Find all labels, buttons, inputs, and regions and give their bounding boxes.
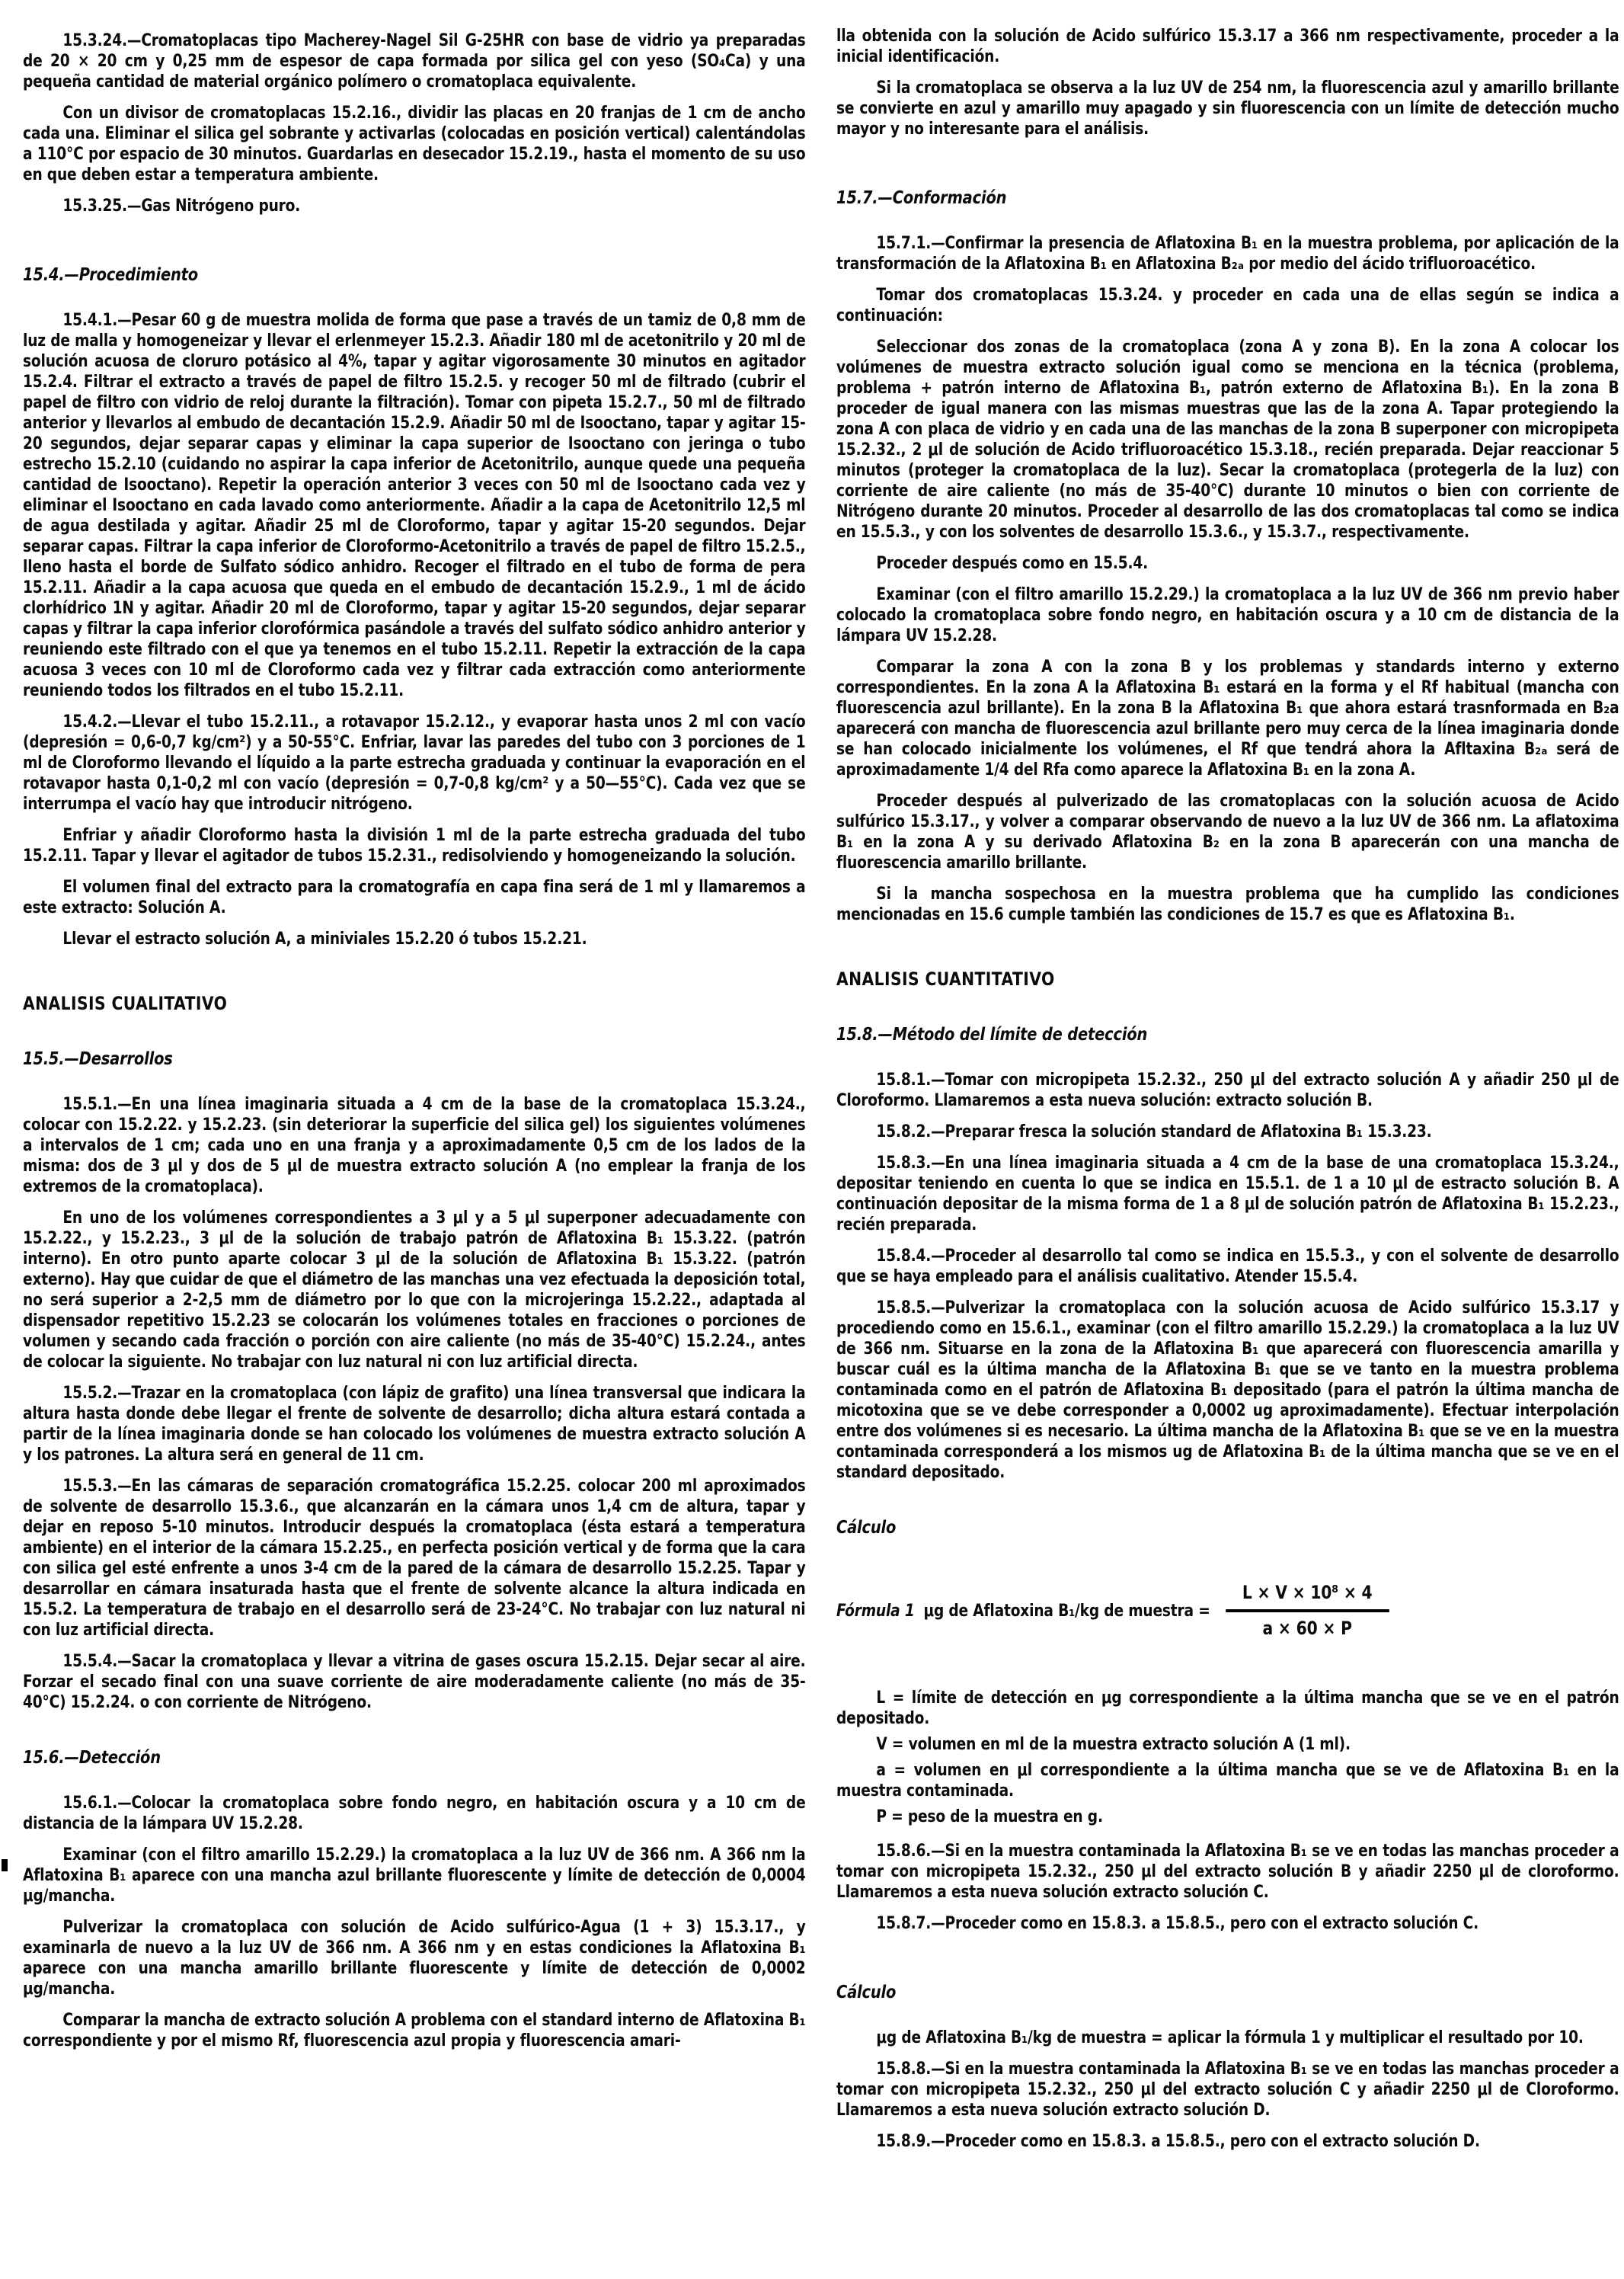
para-pulverizado-cromatoplacas: Proceder después al pulverizado de las cromatoplacas con la solución acuosa de Acido sulfúrico 15.3.17., y volver a comparar observando de nuevo a la luz UV de 366 nm. La aflatoxima B₁ en la zona A y su derivado Aflatoxina B₂ en la zona B aparecerán con una mancha de fluorescencia amarillo brillante. [836, 792, 1619, 872]
heading-analisis-cuantitativo: ANALISIS CUANTITATIVO [836, 968, 1055, 990]
para-15-3-24: 15.3.24.—Cromatoplacas tipo Macherey-Nagel Sil G-25HR con base de vidrio ya preparadas de 20 × 20 cm y 0,25 mm de espesor de capa formada por silica gel con yeso (SO₄Ca) y una pequeña cantidad de material orgánico polímero o cromatoplaca equivalente. [23, 31, 806, 91]
heading-15-6-deteccion: 15.6.—Detección [23, 1748, 161, 1768]
para-llevar-extracto: Llevar el estracto solución A, a miniviales 15.2.20 ó tubos 15.2.21. [62, 930, 587, 949]
formula-1-numerator: L × V × 10⁸ × 4 [1226, 1583, 1389, 1612]
heading-15-5-desarrollos: 15.5.—Desarrollos [23, 1049, 173, 1069]
formula-1-lhs: μg de Aflatoxina B₁/kg de muestra = [923, 1601, 1210, 1621]
para-15-7-1: 15.7.1.—Confirmar la presencia de Aflatoxina B₁ en la muestra problema, por aplicación de la transformación de la Aflatoxina B₁ en Aflatoxina B₂ₐ por medio del ácido trifluoroacético. [836, 234, 1619, 274]
para-15-5-4: 15.5.4.—Sacar la cromatoplaca y llevar a vitrina de gases oscura 15.2.15. Dejar secar al aire. Forzar el secado final con una suave corriente de aire moderadamente caliente (no más de 35-40°C) 15.2.24. o con corriente de Nitrógeno. [23, 1652, 806, 1712]
para-15-4-1: 15.4.1.—Pesar 60 g de muestra molida de forma que pase a través de un tamiz de 0,8 mm de luz de malla y homogeneizar y llevar el erlenmeyer 15.2.3. Añadir 180 ml de acetonitrilo y 20 ml de solución acuosa de cloruro potásico al 4%, tapar y agitar vigorosamente 30 minutos en agitador 15.2.4. Filtrar el extracto a través de papel de filtro 15.2.5. y recoger 50 ml de filtrado (cubrir el papel de filtro con vidrio de reloj durante la filtración). Tomar con pipeta 15.2.7., 50 ml de filtrado anterior y llevarlos al embudo de decantación 15.2.9. Añadir 50 ml de Isooctano, tapar y agitar 15-20 segundos, dejar separar capas y eliminar la capa superior de Isooctano con jeringa o tubo estrecho 15.2.10 (cuidando no aspirar la capa inferior de Acetonitrilo, aunque quede una pequeña cantidad de Isooctano). Repetir la operación anterior 3 veces con 50 ml de Isooctano cada vez y eliminar el Isooctano en cada lavado como anteriormente. Añadir a la capa de Acetonitrilo 12,5 ml de agua destilada y agitar. Añadir 25 ml de Cloroformo, tapar y agitar 15-20 segundos. Dejar separar capas. Filtrar la capa inferior de Cloroformo-Acetonitrilo a través de papel de filtro 15.2.5., lleno hasta el borde de Sulfato sódico anhidro. Recoger el filtrado en el tubo de forma de pera 15.2.11. Añadir a la capa acuosa que queda en el embudo de decantación 15.2.9., 1 ml de ácido clorhídrico 1N y agitar. Añadir 20 ml de Cloroformo, tapar y agitar 15-20 segundos, dejar separar capas y filtrar la capa inferior clorofórmica pasándole a través del sulfato sódico anhidro anterior y reuniendo este filtrado con el que ya tenemos en el tubo 15.2.11. Repetir la extracción de la capa acuosa 3 veces con 10 ml de Cloroformo cada vez y filtrar cada extracción como anteriormente reuniendo todos los filtrados en el tubo 15.2.11. [23, 311, 806, 700]
para-proceder-15-5-4: Proceder después como en 15.5.4. [876, 554, 1149, 573]
para-enfriar-cloroformo: Enfriar y añadir Cloroformo hasta la división 1 ml de la parte estrecha graduada del tubo 15.2.11. Tapar y llevar el agitador de tubos 15.2.31., redisolviendo y homogeneizando la solución. [23, 826, 806, 866]
para-15-8-4: 15.8.4.—Proceder al desarrollo tal como se indica en 15.5.3., y con el solvente de desarrollo que se haya empleado para el análisis cualitativo. Atender 15.5.4. [836, 1247, 1619, 1286]
para-15-5-2: 15.5.2.—Trazar en la cromatoplaca (con lápiz de grafito) una línea transversal que indicara la altura hasta donde debe llegar el frente de solvente de desarrollo; dicha altura estará contada a partir de la línea imaginaria donde se han colocado los volúmenes de muestra extracto solución A y los patrones. La altura será en general de 11 cm. [23, 1384, 806, 1464]
para-15-5-1: 15.5.1.—En una línea imaginaria situada a 4 cm de la base de la cromatoplaca 15.3.24., colocar con 15.2.22. y 15.2.23. (sin deteriorar la superficie del silica gel) los siguientes volúmenes a intervalos de 1 cm; cada uno en una franja y a aproximadamente 0,5 cm de los lados de la misma: dos de 3 μl y dos de 5 μl de muestra extracto solución A (no emplear la franja de los extremos de la cromatoplaca). [23, 1095, 806, 1196]
para-volumen-final: El volumen final del extracto para la cromatografía en capa fina será de 1 ml y llamaremos a este extracto: Solución A. [23, 878, 806, 917]
formula-1 [836, 1583, 1619, 1639]
definition-a: a = volumen en μl correspondiente a la última mancha que se ve de Aflatoxina B₁ en la muestra contaminada. [836, 1761, 1619, 1800]
para-15-8-8: 15.8.8.—Si en la muestra contaminada la Aflatoxina B₁ se ve en todas las manchas proceder a tomar con micropipeta 15.2.32., 250 μl del extracto solución C y añadir 2250 μl de Cloroformo. Llamaremos a esta nueva solución extracto solución D. [836, 2060, 1619, 2120]
para-comparar-mancha: Comparar la mancha de extracto solución A problema con el standard interno de Aflatoxina B₁ correspondiente y por el mismo Rf, fluorescencia azul propia y fluorescencia amari- [23, 2011, 806, 2050]
heading-calculo-2: Cálculo [836, 1983, 897, 2002]
para-continuacion-identificacion: lla obtenida con la solución de Acido sulfúrico 15.3.17 a 366 nm respectivamente, proceder a la inicial identificación. [836, 27, 1619, 66]
para-mancha-sospechosa: Si la mancha sospechosa en la muestra problema que ha cumplido las condiciones mencionadas en 15.6 cumple también las condiciones de 15.7 es que es Aflatoxina B₁. [836, 885, 1619, 924]
para-comparar-zonas: Comparar la zona A con la zona B y los problemas y standards interno y externo correspondientes. En la zona A la Aflatoxina B₁ estará en la forma y el Rf habitual (mancha con fluorescencia azul brillante). En la zona B la Aflatoxina B₁ que ahora estará trasnformada en B₂a aparecerá con mancha de fluorescencia azul brillante pero muy cerca de la línea imaginaria donde se han colocado inicialmente los volúmenes, el Rf que tendrá ahora la Afltaxina B₂ₐ será de aproximadamente 1/4 del Rfa como aparece la Aflatoxina B₁ en la zona A. [836, 658, 1619, 779]
para-15-5-3: 15.5.3.—En las cámaras de separación cromatográfica 15.2.25. colocar 200 ml aproximados de solvente de desarrollo 15.3.6., que alcanzarán en la cámara unos 1,4 cm de altura, tapar y dejar en reposo 5-10 minutos. Introducir después la cromatoplaca (ésta estará a temperatura ambiente) en el interior de la cámara 15.2.25., en perfecta posición vertical y de forma que la cara con silica gel esté enfrente a unos 3-4 cm de la pared de la cámara de desarrollo 15.2.25. Tapar y desarrollar en cámara insaturada hasta que el frente de solvente alcance la altura indicada en 15.5.2. La temperatura de trabajo en el desarrollo será de 23-24°C. No trabajar con luz natural ni con luz artificial directa. [23, 1477, 806, 1640]
para-examinar-366nm: Examinar (con el filtro amarillo 15.2.29.) la cromatoplaca a la luz UV de 366 nm. A 366 nm la Aflatoxina B₁ aparece con una mancha azul brillante fluorescente y límite de detección de 0,0004 μg/mancha. [23, 1845, 806, 1906]
para-15-8-2: 15.8.2.—Preparar fresca la solución standard de Aflatoxina B₁ 15.3.23. [876, 1122, 1432, 1141]
para-uv-254: Si la cromatoplaca se observa a la luz UV de 254 nm, la fluorescencia azul y amarillo brillante se convierte en azul y amarillo muy apagado y sin fluorescencia con un límite de detección mucho mayor y no interesante para el análisis. [836, 78, 1619, 139]
para-seleccionar-zonas: Seleccionar dos zonas de la cromatoplaca (zona A y zona B). En la zona A colocar los volúmenes de muestra extracto solución igual como se menciona en la técnica (problema, problema + patrón interno de Aflatoxina B₁, patrón externo de Aflatoxina B₁). En la zona B proceder de igual manera con las mismas muestras que las de la zona A. Tapar protegiendo la zona A con placa de vidrio y en cada una de las manchas de la zona B superponer con micropipeta 15.2.32., 2 μl de solución de Acido trifluoroacético 15.3.18., recién preparada. Dejar reaccionar 5 minutos (proteger la cromatoplaca de la luz). Secar la cromatoplaca (protegerla de la luz) con corriente de aire caliente (no más de 35-40°C) durante 10 minutos o bien con corriente de Nitrógeno durante 20 minutos. Proceder al desarrollo de las dos cromatoplacas tal como se indica en 15.5.3., y con los solventes de desarrollo 15.3.6., y 15.3.7., respectivamente. [836, 338, 1619, 542]
para-examinar-filtro-amarillo: Examinar (con el filtro amarillo 15.2.29.) la cromatoplaca a la luz UV de 366 nm previo haber colocado la cromatoplaca sobre fondo negro, en habitación oscura y a 10 cm de distancia de la lámpara UV 15.2.28. [836, 585, 1619, 645]
heading-15-7-conformacion: 15.7.—Conformación [836, 188, 1007, 208]
heading-15-4-procedimiento: 15.4.—Procedimiento [23, 265, 198, 285]
column-left [23, 30, 806, 2062]
formula-1-fraction [1226, 1583, 1389, 1639]
para-15-8-1: 15.8.1.—Tomar con micropipeta 15.2.32., 250 μl del extracto solución A y añadir 250 μl de Cloroformo. Llamaremos a esta nueva solución: extracto solución B. [836, 1071, 1619, 1110]
para-15-6-1: 15.6.1.—Colocar la cromatoplaca sobre fondo negro, en habitación oscura y a 10 cm de distancia de la lámpara UV 15.2.28. [23, 1794, 806, 1833]
scan-artifact-speck [2, 1859, 8, 1871]
heading-calculo-1: Cálculo [836, 1518, 897, 1538]
para-superponer-patrones: En uno de los volúmenes correspondientes a 3 μl y a 5 μl superponer adecuadamente con 15.2.22., y 15.2.23., 3 μl de la solución de trabajo patrón de Aflatoxina B₁ 15.3.22. (patrón interno). En otro punto aparte colocar 3 μl de la solución de Aflatoxina B₁ 15.3.22. (patrón externo). Hay que cuidar de que el diámetro de las manchas una vez efectuada la deposición total, no será superior a 2-2,5 mm de diámetro por lo que con la microjeringa 15.2.22., adaptada al dispensador repetitivo 15.2.23 se colocarán los volúmenes totales en fracciones o porciones de volumen y secando cada fracción o porción con aire caliente (no más de 35-40°C) 15.2.24., antes de colocar la siguiente. No trabajar con luz natural ni con luz artificial directa. [23, 1208, 806, 1372]
heading-analisis-cualitativo: ANALISIS CUALITATIVO [23, 993, 228, 1014]
para-15-8-5: 15.8.5.—Pulverizar la cromatoplaca con la solución acuosa de Acido sulfúrico 15.3.17 y procediendo como en 15.6.1., examinar (con el filtro amarillo 15.2.29.) la cromatoplaca a la luz UV de 366 nm. Situarse en la zona de la Aflatoxina B₁ que aparecerá con fluorescencia amarilla y buscar cuál es la última mancha de la Aflatoxina B₁ que se ve tanto en la muestra problema contaminada como en el patrón de Aflatoxina B₁ depositado (para el patrón la última mancha de micotoxina que se ve debe corresponder a 0,0002 ug aproximadamente). Efectuar interpolación entre dos volúmenes si es necesario. La última mancha de la Aflatoxina B₁ que se ve en la muestra contaminada corresponderá a los mismos ug de Aflatoxina B₁ de la última mancha que se ve en el standard depositado. [836, 1298, 1619, 1482]
definition-V: V = volumen en ml de la muestra extracto solución A (1 ml). [876, 1735, 1351, 1754]
formula-1-label: Fórmula 1 [836, 1601, 915, 1621]
para-formula-2: μg de Aflatoxina B₁/kg de muestra = aplicar la fórmula 1 y multiplicar el resultado por 10. [876, 2028, 1584, 2047]
para-15-8-7: 15.8.7.—Proceder como en 15.8.3. a 15.8.5., pero con el extracto solución C. [876, 1914, 1479, 1933]
formula-1-denominator: a × 60 × P [1262, 1618, 1352, 1639]
definition-P: P = peso de la muestra en g. [876, 1807, 1103, 1826]
heading-15-8-metodo-limite: 15.8.—Método del límite de detección [836, 1025, 1148, 1045]
para-tomar-dos-cromatoplacas: Tomar dos cromatoplacas 15.3.24. y proceder en cada una de ellas según se indica a continuación: [836, 286, 1619, 325]
para-15-8-9: 15.8.9.—Proceder como en 15.8.3. a 15.8.5., pero con el extracto solución D. [876, 2132, 1480, 2151]
para-pulverizar-sulfurico: Pulverizar la cromatoplaca con solución de Acido sulfúrico-Agua (1 + 3) 15.3.17., y examinarla de nuevo a la luz UV de 366 nm. A 366 nm y en estas condiciones la Aflatoxina B₁ aparece con una mancha amarillo brillante fluorescente y límite de detección de 0,0002 μg/mancha. [23, 1918, 806, 1999]
para-15-4-2: 15.4.2.—Llevar el tubo 15.2.11., a rotavapor 15.2.12., y evaporar hasta unos 2 ml con vacío (depresión = 0,6-0,7 kg/cm²) y a 50-55°C. Enfriar, lavar las paredes del tubo con 3 porciones de 1 ml de Cloroformo llevando el líquido a la parte estrecha graduada y continuar la evaporación en el rotavapor hasta 0,1-0,2 ml con vacío (depresión = 0,7-0,8 kg/cm² y a 50—55°C). Cada vez que se interrumpa el vacío hay que introducir nitrógeno. [23, 712, 806, 814]
column-right [836, 26, 1619, 2162]
definition-L: L = límite de detección en μg correspondiente a la última mancha que se ve en el patrón depositado. [836, 1688, 1619, 1728]
para-15-8-3: 15.8.3.—En una línea imaginaria situada a 4 cm de la base de una cromatoplaca 15.3.24., depositar teniendo en cuenta lo que se indica en 15.5.1. de 1 a 10 μl de estracto solución B. A continuación depositar de la misma forma de 1 a 8 μl de solución patrón de Aflatoxina B₁ 15.2.23., recién preparada. [836, 1154, 1619, 1234]
para-15-8-6: 15.8.6.—Si en la muestra contaminada la Aflatoxina B₁ se ve en todas las manchas proceder a tomar con micropipeta 15.2.32., 250 μl del extracto solución B y añadir 2250 μl de cloroformo. Llamaremos a esta nueva solución extracto solución C. [836, 1842, 1619, 1902]
para-divisor-cromatoplacas: Con un divisor de cromatoplacas 15.2.16., dividir las placas en 20 franjas de 1 cm de ancho cada una. Eliminar el silica gel sobrante y activarlas (colocadas en posición vertical) calentándolas a 110°C por espacio de 30 minutos. Guardarlas en desecador 15.2.19., hasta el momento de su uso en que deben estar a temperatura ambiente. [23, 104, 806, 184]
para-15-3-25: 15.3.25.—Gas Nitrógeno puro. [62, 197, 301, 216]
